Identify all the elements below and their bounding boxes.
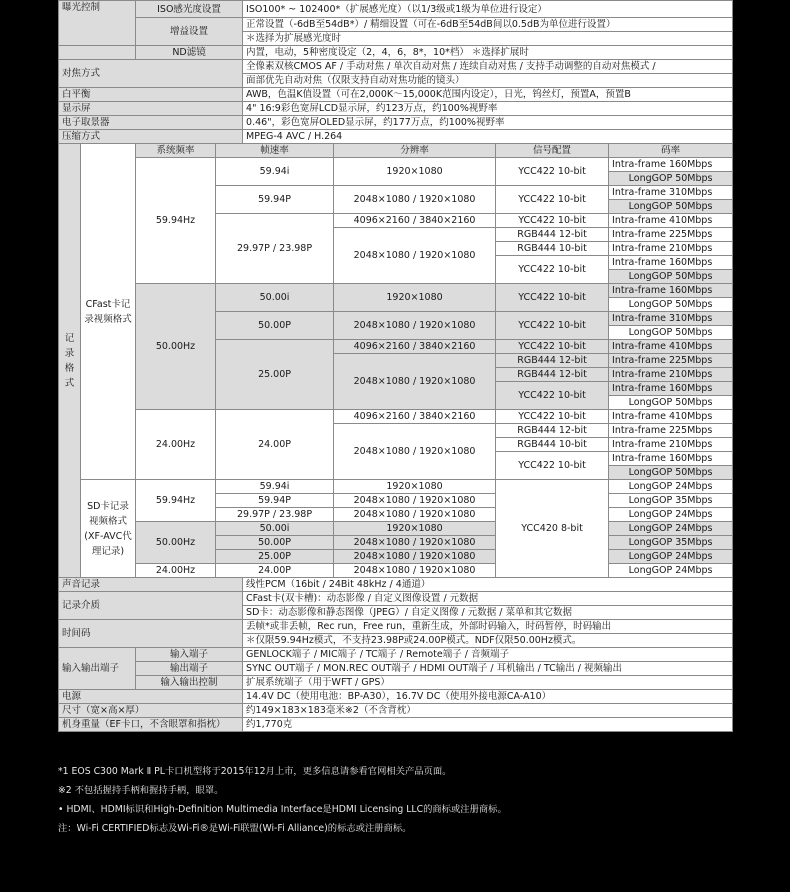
bitrate: Intra-frame 225Mbps: [609, 424, 733, 438]
bitrate: LongGOP 35Mbps: [609, 494, 733, 508]
res: 2048×1080 / 1920×1080: [334, 354, 496, 410]
res: 4096×2160 / 3840×2160: [334, 410, 496, 424]
wb-label: 白平衡: [59, 88, 243, 102]
bitrate: Intra-frame 160Mbps: [609, 382, 733, 396]
io-in-label: 输入端子: [136, 648, 243, 662]
bitrate: Intra-frame 210Mbps: [609, 438, 733, 452]
freq-5994: 59.94Hz: [136, 158, 216, 284]
spec-table: [58, 0, 733, 732]
fr-5994p: 59.94P: [216, 186, 334, 214]
io-ctrl-value: 扩展系统端子（用于WFT / GPS）: [243, 676, 733, 690]
signal-sd: YCC420 8-bit: [496, 480, 609, 578]
evf-value: 0.46"，彩色宽屏OLED显示屏，约177万点，约100%视野率: [243, 116, 733, 130]
bitrate: Intra-frame 210Mbps: [609, 242, 733, 256]
evf-label: 电子取景器: [59, 116, 243, 130]
weight-label: 机身重量（EF卡口，不含眼罩和指枕）: [59, 718, 243, 732]
header-signal: 信号配置: [496, 144, 609, 158]
res: 4096×2160 / 3840×2160: [334, 214, 496, 228]
focus-value-2: 面部优先自动对焦（仅限支持自动对焦功能的镜头）: [243, 74, 733, 88]
timecode-value-1: 丢帧*或非丢帧，Rec run，Free run，重新生成，外部时码输入，时码暂停，时码输出: [243, 620, 733, 634]
gain-label: 增益设置: [136, 18, 243, 46]
nd-label: ND滤镜: [136, 46, 243, 60]
fr-2500p: 25.00P: [216, 550, 334, 564]
cfast-format-label: CFast卡记录视频格式: [81, 144, 136, 480]
freq-5994: 59.94Hz: [136, 480, 216, 522]
compression-value: MPEG-4 AVC / H.264: [243, 130, 733, 144]
bitrate: Intra-frame 160Mbps: [609, 284, 733, 298]
footnotes: [58, 762, 507, 838]
fr-5994i: 59.94i: [216, 158, 334, 186]
footnote-hdmi: • HDMI、HDMI标识和High-Definition Multimedia Interface是HDMI Licensing LLC的商标或注册商标。: [58, 804, 507, 815]
bitrate: LongGOP 24Mbps: [609, 564, 733, 578]
signal: RGB444 12-bit: [496, 354, 609, 368]
media-value-2: SD卡：动态影像和静态图像（JPEG）/ 自定义图像 / 元数据 / 菜单和其它数据: [243, 606, 733, 620]
nd-value: 内置，电动，5种密度设定（2，4，6，8*，10*档） ＊选择扩展时: [243, 46, 733, 60]
res: 4096×2160 / 3840×2160: [334, 340, 496, 354]
fr-2400p: 24.00P: [216, 410, 334, 480]
bitrate: LongGOP 50Mbps: [609, 396, 733, 410]
footnote-wifi: 注：Wi-Fi CERTIFIED标志及Wi-Fi®是Wi-Fi联盟(Wi-Fi Alliance)的标志或注册商标。: [58, 823, 412, 834]
bitrate: Intra-frame 160Mbps: [609, 452, 733, 466]
signal: YCC422 10-bit: [496, 382, 609, 410]
bitrate: Intra-frame 410Mbps: [609, 214, 733, 228]
bitrate: Intra-frame 225Mbps: [609, 354, 733, 368]
media-label: 记录介质: [59, 592, 243, 620]
exposure-label: 曝光控制: [59, 1, 136, 46]
record-format-label: 记 录 格 式: [59, 144, 81, 578]
freq-2400: 24.00Hz: [136, 564, 216, 578]
size-label: 尺寸（宽×高×厚）: [59, 704, 243, 718]
io-ctrl-label: 输入输出控制: [136, 676, 243, 690]
wb-value: AWB，色温K值设置（可在2,000K～15,000K范围内设定），日光，钨丝灯，预置A，预置B: [243, 88, 733, 102]
signal: RGB444 12-bit: [496, 424, 609, 438]
fr-5000p: 50.00P: [216, 312, 334, 340]
bitrate: LongGOP 50Mbps: [609, 298, 733, 312]
res: 2048×1080 / 1920×1080: [334, 536, 496, 550]
io-out-value: SYNC OUT端子 / MON.REC OUT端子 / HDMI OUT端子 / 耳机输出 / TC输出 / 视频输出: [243, 662, 733, 676]
header-frequency: 系统频率: [136, 144, 216, 158]
gain-value-1: 正常设置（-6dB至54dB*）/ 精细设置（可在-6dB至54dB间以0.5dB为单位进行设置）: [243, 18, 733, 32]
signal: YCC422 10-bit: [496, 284, 609, 312]
bitrate: Intra-frame 210Mbps: [609, 368, 733, 382]
signal: YCC422 10-bit: [496, 340, 609, 354]
iso-value: ISO100* ~ 102400*（扩展感光度）（以1/3级或1级为单位进行设定）: [243, 1, 733, 18]
signal: RGB444 12-bit: [496, 228, 609, 242]
res: 2048×1080 / 1920×1080: [334, 228, 496, 284]
signal: YCC422 10-bit: [496, 410, 609, 424]
bitrate: LongGOP 50Mbps: [609, 200, 733, 214]
gain-value-2: ＊选择为扩展感光度时: [243, 32, 733, 46]
power-value: 14.4V DC（使用电池：BP-A30），16.7V DC（使用外接电源CA-A10）: [243, 690, 733, 704]
audio-label: 声音记录: [59, 578, 243, 592]
bitrate: LongGOP 50Mbps: [609, 466, 733, 480]
fr-2400p: 24.00P: [216, 564, 334, 578]
fr-5000i: 50.00i: [216, 522, 334, 536]
signal: YCC422 10-bit: [496, 452, 609, 480]
footnote-1: *1 EOS C300 Mark Ⅱ PL卡口机型将于2015年12月上市，更多信息请参看官网相关产品页面。: [58, 766, 452, 777]
bitrate: LongGOP 50Mbps: [609, 326, 733, 340]
timecode-label: 时间码: [59, 620, 243, 648]
signal: YCC422 10-bit: [496, 158, 609, 186]
fr-2500p: 25.00P: [216, 340, 334, 410]
fr-5994i: 59.94i: [216, 480, 334, 494]
bitrate: Intra-frame 160Mbps: [609, 256, 733, 270]
bitrate: LongGOP 50Mbps: [609, 172, 733, 186]
display-label: 显示屏: [59, 102, 243, 116]
display-value: 4" 16:9彩色宽屏LCD显示屏，约123万点，约100%视野率: [243, 102, 733, 116]
fr-5994p: 59.94P: [216, 494, 334, 508]
iso-label: ISO感光度设置: [136, 1, 243, 18]
timecode-value-2: ＊仅限59.94Hz模式，不支持23.98P或24.00P模式。NDF仅限50.00Hz模式。: [243, 634, 733, 648]
bitrate: Intra-frame 310Mbps: [609, 186, 733, 200]
io-in-value: GENLOCK端子 / MIC端子 / TC端子 / Remote端子 / 音频端子: [243, 648, 733, 662]
bitrate: Intra-frame 225Mbps: [609, 228, 733, 242]
freq-5000: 50.00Hz: [136, 522, 216, 564]
signal: RGB444 12-bit: [496, 368, 609, 382]
compression-label: 压缩方式: [59, 130, 243, 144]
res: 1920×1080: [334, 158, 496, 186]
header-frame-rate: 帧速率: [216, 144, 334, 158]
res: 2048×1080 / 1920×1080: [334, 494, 496, 508]
size-value: 约149×183×183毫米※2（不含背枕）: [243, 704, 733, 718]
res: 1920×1080: [334, 284, 496, 312]
res: 2048×1080 / 1920×1080: [334, 508, 496, 522]
bitrate: LongGOP 24Mbps: [609, 550, 733, 564]
header-bitrate: 码率: [609, 144, 733, 158]
fr-5000i: 50.00i: [216, 284, 334, 312]
res: 1920×1080: [334, 522, 496, 536]
res: 2048×1080 / 1920×1080: [334, 186, 496, 214]
signal: YCC422 10-bit: [496, 256, 609, 284]
bitrate: Intra-frame 410Mbps: [609, 340, 733, 354]
res: 2048×1080 / 1920×1080: [334, 550, 496, 564]
fr-2997-2398: 29.97P / 23.98P: [216, 508, 334, 522]
fr-5000p: 50.00P: [216, 536, 334, 550]
header-resolution: 分辨率: [334, 144, 496, 158]
res: 2048×1080 / 1920×1080: [334, 564, 496, 578]
fr-2997-2398: 29.97P / 23.98P: [216, 214, 334, 284]
bitrate: LongGOP 24Mbps: [609, 480, 733, 494]
footnote-2: ※2 不包括握持手柄和握持手柄，眼罩。: [58, 785, 224, 796]
bitrate: LongGOP 24Mbps: [609, 508, 733, 522]
res: 2048×1080 / 1920×1080: [334, 312, 496, 340]
power-label: 电源: [59, 690, 243, 704]
bitrate: Intra-frame 310Mbps: [609, 312, 733, 326]
audio-value: 线性PCM（16bit / 24Bit 48kHz / 4通道）: [243, 578, 733, 592]
signal: YCC422 10-bit: [496, 214, 609, 228]
signal: YCC422 10-bit: [496, 312, 609, 340]
signal: RGB444 10-bit: [496, 242, 609, 256]
res: 1920×1080: [334, 480, 496, 494]
signal: RGB444 10-bit: [496, 438, 609, 452]
sd-format-label: SD卡记录视频格式(XF-AVC代理记录): [81, 480, 136, 578]
focus-label: 对焦方式: [59, 60, 243, 88]
freq-5000: 50.00Hz: [136, 284, 216, 410]
bitrate: Intra-frame 410Mbps: [609, 410, 733, 424]
bitrate: LongGOP 50Mbps: [609, 270, 733, 284]
signal: YCC422 10-bit: [496, 186, 609, 214]
weight-value: 约1,770克: [243, 718, 733, 732]
bitrate: LongGOP 24Mbps: [609, 522, 733, 536]
bitrate: Intra-frame 160Mbps: [609, 158, 733, 172]
io-out-label: 输出端子: [136, 662, 243, 676]
media-value-1: CFast卡(双卡槽)：动态影像 / 自定义图像设置 / 元数据: [243, 592, 733, 606]
freq-2400: 24.00Hz: [136, 410, 216, 480]
focus-value-1: 全像素双核CMOS AF / 手动对焦 / 单次自动对焦 / 连续自动对焦 / 支持手动调整的自动对焦模式 /: [243, 60, 733, 74]
bitrate: LongGOP 35Mbps: [609, 536, 733, 550]
res: 2048×1080 / 1920×1080: [334, 424, 496, 480]
io-label: 输入输出端子: [59, 648, 136, 690]
